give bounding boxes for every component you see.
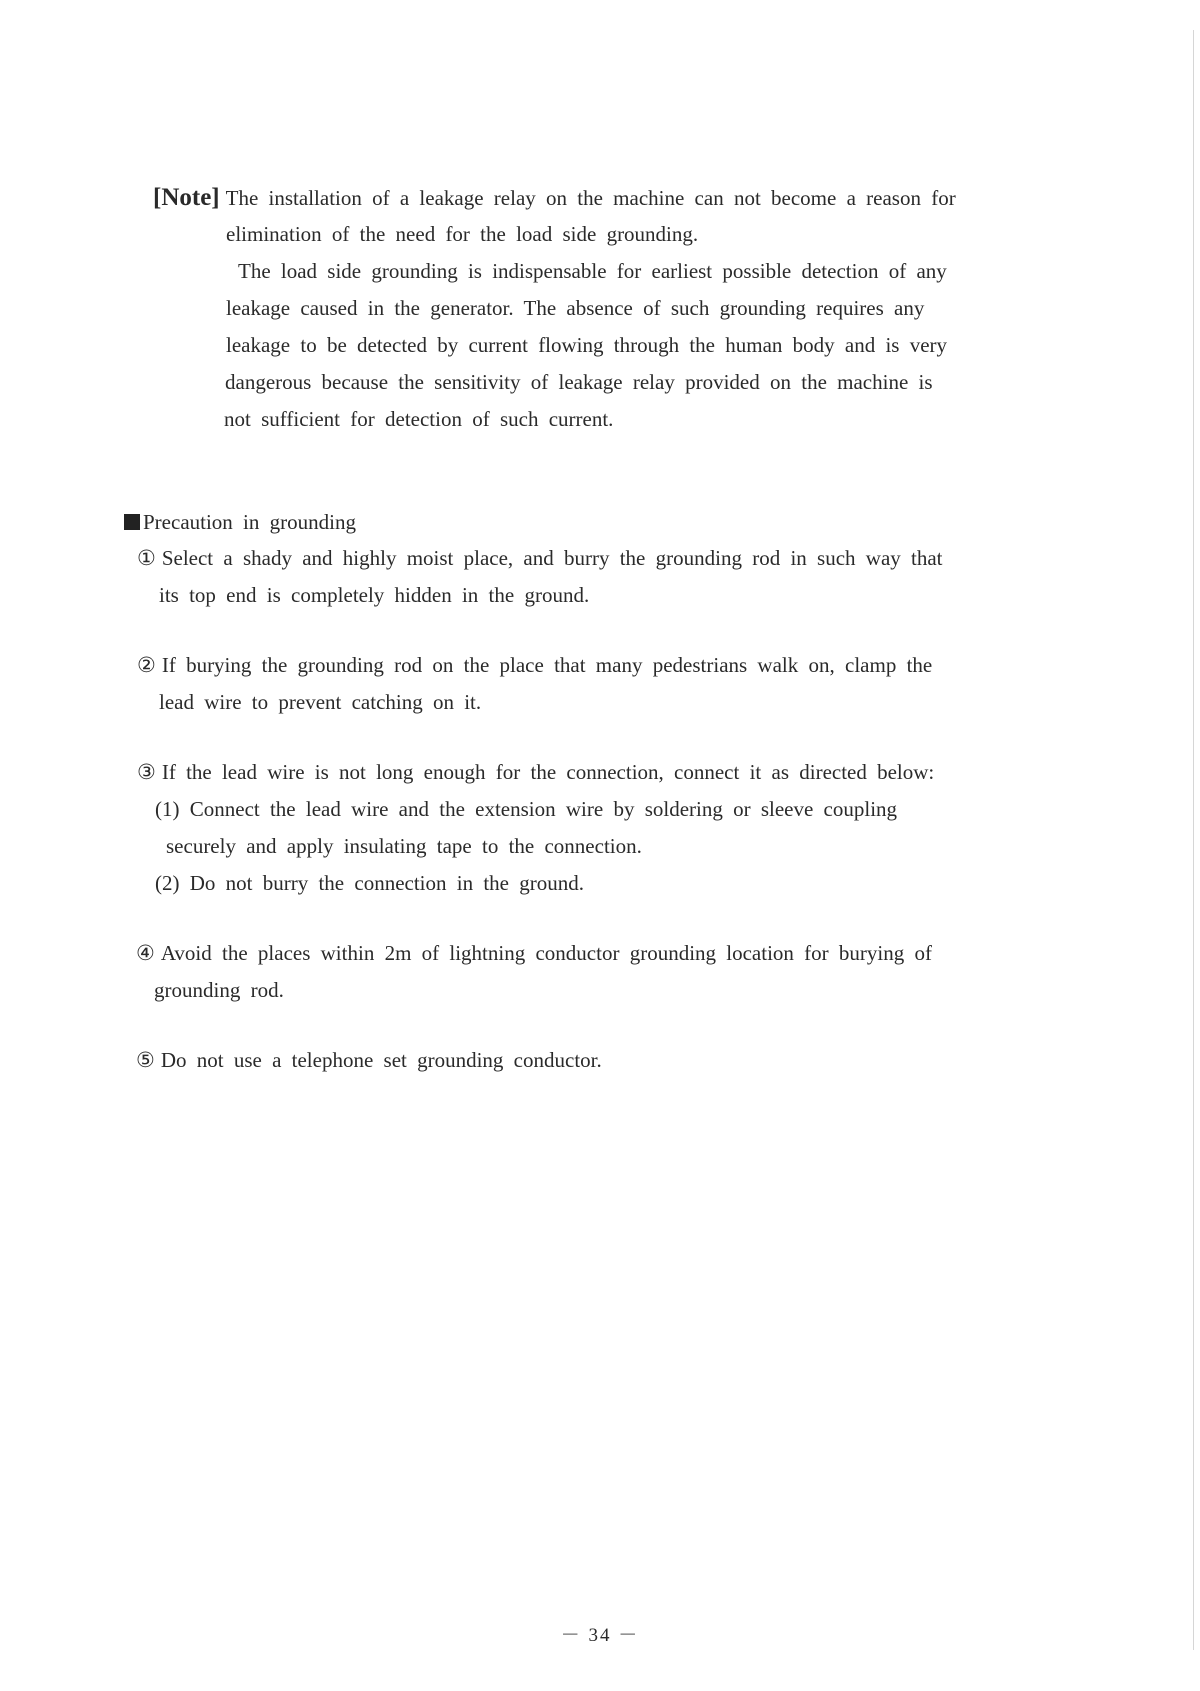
page-edge-line <box>1193 30 1194 1650</box>
precaution-heading <box>124 504 356 541</box>
item-2-marker: ② <box>137 653 156 677</box>
note-label: [Note] <box>153 184 220 211</box>
item-2-text-1: If burying the grounding rod on the place that many pedestrians walk on, clamp the <box>161 653 933 677</box>
item-3-text-1: If the lead wire is not long enough for the connection, connect it as directed below: <box>161 760 935 784</box>
item-2-line-1 <box>137 647 932 684</box>
note-line-1 <box>153 179 956 217</box>
item-4-line-1 <box>136 935 932 972</box>
page-number: － 34 － <box>560 1625 640 1646</box>
precaution-heading-text: Precaution in grounding <box>143 510 356 534</box>
item-2-line-2: lead wire to prevent catching on it. <box>159 690 482 714</box>
note-line-6: dangerous because the sensitivity of leakage relay provided on the machine is <box>225 370 933 394</box>
item-4-line-2: grounding rod. <box>154 978 284 1002</box>
item-1-line-2: its top end is completely hidden in the ground. <box>159 583 590 607</box>
item-1-marker: ① <box>137 546 156 570</box>
item-3-marker: ③ <box>137 760 156 784</box>
note-line-4: leakage caused in the generator. The absence of such grounding requires any <box>226 296 925 320</box>
item-1-line-1 <box>137 540 943 577</box>
note-line-5: leakage to be detected by current flowing through the human body and is very <box>226 333 948 357</box>
item-3-sub-1-line-1: (1) Connect the lead wire and the extension wire by soldering or sleeve coupling <box>155 797 898 821</box>
item-5-marker: ⑤ <box>136 1048 155 1072</box>
item-4-marker: ④ <box>136 941 155 965</box>
square-bullet-icon <box>124 514 140 530</box>
note-text-1: The installation of a leakage relay on the machine can not become a reason for <box>225 186 956 210</box>
note-line-3: The load side grounding is indispensable for earliest possible detection of any <box>238 259 947 283</box>
item-3-sub-1-line-2: securely and apply insulating tape to the connection. <box>166 834 642 858</box>
item-3-line-1 <box>137 754 934 791</box>
item-1-text-1: Select a shady and highly moist place, and burry the grounding rod in such way that <box>161 546 943 570</box>
item-3-sub-2: (2) Do not burry the connection in the ground. <box>155 871 584 895</box>
note-line-7: not sufficient for detection of such current. <box>224 407 614 431</box>
note-line-2: elimination of the need for the load side grounding. <box>226 222 699 246</box>
item-4-text-1: Avoid the places within 2m of lightning conductor grounding location for burying of <box>160 941 932 965</box>
item-5-text-1: Do not use a telephone set grounding conductor. <box>160 1048 602 1072</box>
item-5-line-1 <box>136 1042 602 1079</box>
